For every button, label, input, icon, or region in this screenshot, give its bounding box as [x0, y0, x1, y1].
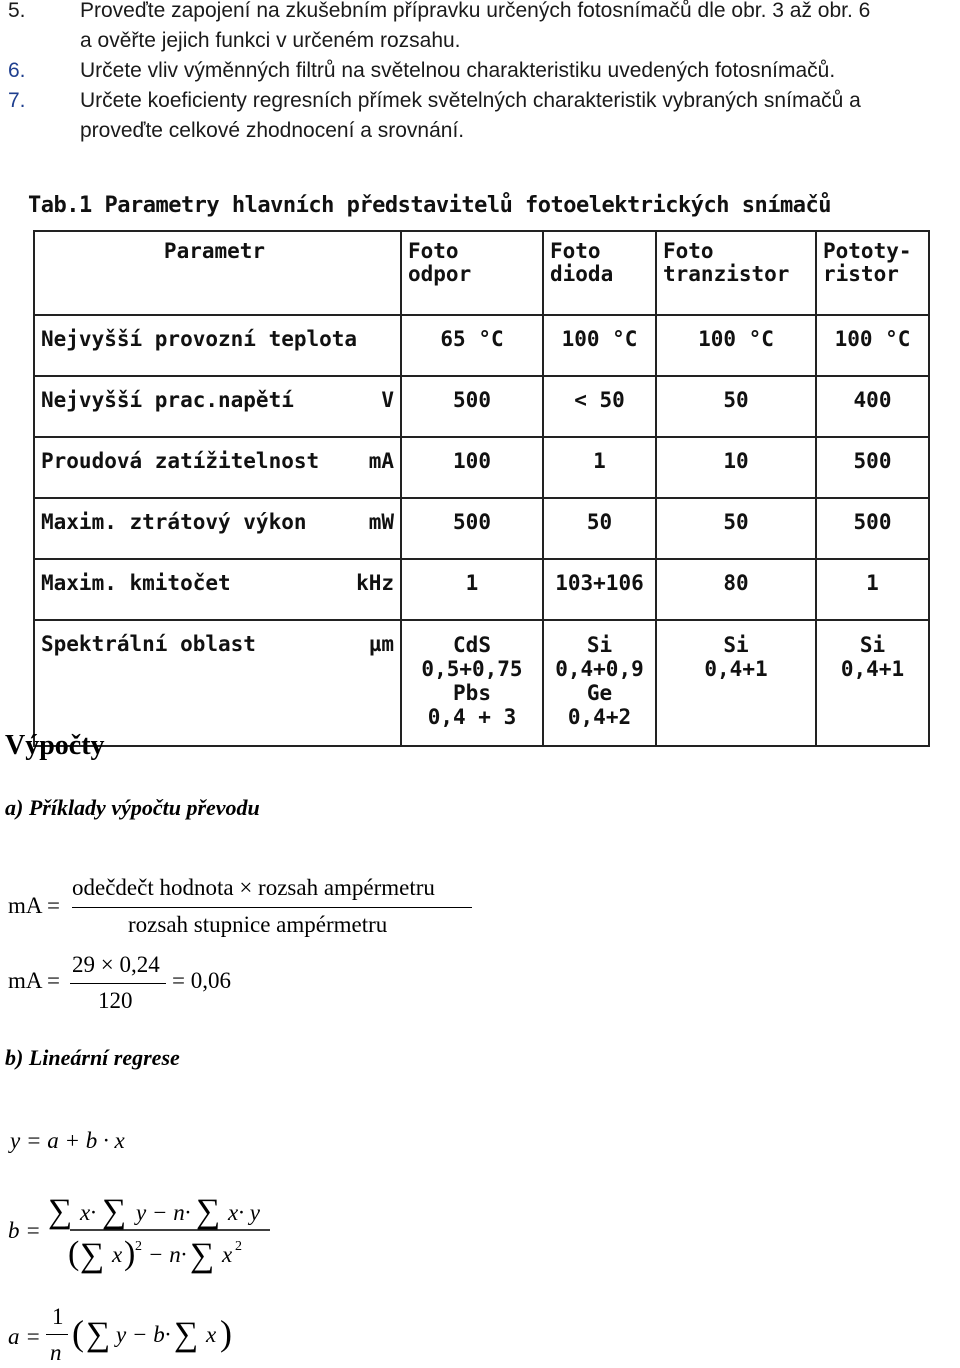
paren-left: (	[68, 1235, 80, 1272]
table-cell: Si 0,4+1	[656, 620, 816, 746]
formula-lhs: a =	[8, 1324, 41, 1349]
sum-symbol: ∑	[174, 1316, 199, 1353]
param-name: Maxim. ztrátový výkon mW	[34, 498, 401, 559]
table-cell: 103+106	[543, 559, 656, 620]
formula-lhs: b =	[8, 1218, 41, 1243]
table-cell: 65 °C	[401, 315, 543, 376]
math-var: − n·	[148, 1242, 187, 1267]
table-cell: 1	[816, 559, 929, 620]
table-cell: 100	[401, 437, 543, 498]
slope-fraction	[40, 1190, 280, 1280]
math-var: y − n·	[136, 1200, 191, 1225]
sum-symbol: ∑	[86, 1316, 111, 1353]
parameters-table	[33, 230, 930, 747]
formula-numerator: 1	[52, 1304, 64, 1329]
table-cell: 500	[816, 498, 929, 559]
math-var: x·	[80, 1200, 96, 1225]
table-cell: 50	[656, 376, 816, 437]
header-fototranzistor: Foto tranzistor	[656, 231, 816, 315]
math-var: y − b·	[116, 1322, 171, 1347]
list-text-line: Určete koeficienty regresních přímek světelných charakteristik vybraných snímačů a	[80, 89, 861, 112]
formula-numerator: odečdečt hodnota × rozsah ampérmetru	[72, 875, 435, 900]
formula-numerator: 29 × 0,24	[72, 952, 160, 977]
table-cell: 10	[656, 437, 816, 498]
table-cell: < 50	[543, 376, 656, 437]
table-cell: 1	[401, 559, 543, 620]
list-text-line: proveďte celkové zhodnocení a srovnání.	[80, 119, 465, 142]
table-cell: 100 °C	[816, 315, 929, 376]
formula-result: = 0,06	[172, 968, 231, 993]
list-number: 6.	[8, 59, 26, 82]
table-cell: 500	[401, 376, 543, 437]
table-cell: 500	[401, 498, 543, 559]
table-caption: Tab.1 Parametry hlavních představitelů fotoelektrických snímačů	[28, 193, 831, 218]
fraction-bar	[72, 907, 472, 908]
math-var: x· y	[228, 1200, 260, 1225]
table-row	[34, 376, 929, 437]
param-name: Nejvyšší prac.napětí V	[34, 376, 401, 437]
fraction-bar	[70, 983, 166, 984]
header-parametr: Parametr	[34, 231, 401, 315]
section-heading: Výpočty	[5, 730, 105, 761]
math-var: x	[112, 1242, 123, 1267]
list-text-line: Určete vliv výměnných filtrů na světelnou charakteristiku uvedených fotosnímačů.	[80, 59, 836, 82]
paren-right: )	[124, 1235, 136, 1272]
sum-symbol: ∑	[80, 1237, 105, 1274]
table-cell: 500	[816, 437, 929, 498]
formula-denominator: rozsah stupnice ampérmetru	[128, 912, 388, 937]
list-text-line: a ověřte jejich funkci v určeném rozsahu.	[80, 29, 461, 52]
exponent: 2	[135, 1239, 142, 1254]
exponent: 2	[235, 1239, 242, 1254]
subheading-a: a) Příklady výpočtu převodu	[5, 795, 260, 820]
table-cell: 50	[543, 498, 656, 559]
table-cell: 1	[543, 437, 656, 498]
table-row	[34, 620, 929, 746]
formula-denominator: 120	[98, 988, 133, 1013]
paren-left: (	[72, 1313, 84, 1353]
fraction-bar	[46, 1334, 68, 1335]
table-cell: CdS 0,5+0,75 Pbs 0,4 + 3	[401, 620, 543, 746]
list-number: 7.	[8, 89, 26, 112]
intercept-expression	[70, 1305, 240, 1355]
param-name: Nejvyšší provozní teplota	[34, 315, 401, 376]
table-cell: Si 0,4+0,9 Ge 0,4+2	[543, 620, 656, 746]
header-fotodioda: Foto dioda	[543, 231, 656, 315]
table-header-row	[34, 231, 929, 315]
list-number: 5.	[8, 0, 26, 22]
table-cell: 100 °C	[543, 315, 656, 376]
formula-lhs: mA =	[8, 968, 60, 993]
subheading-b: b) Lineární regrese	[5, 1045, 180, 1070]
math-var: x	[206, 1322, 217, 1347]
regression-equation: y = a + b · x	[10, 1128, 125, 1153]
table-row	[34, 437, 929, 498]
paren-right: )	[220, 1313, 232, 1353]
param-name: Spektrální oblast µm	[34, 620, 401, 746]
table-cell: 50	[656, 498, 816, 559]
table-row	[34, 559, 929, 620]
sum-symbol: ∑	[196, 1193, 221, 1230]
header-fotoodpor: Foto odpor	[401, 231, 543, 315]
list-text-line: Proveďte zapojení na zkušebním přípravku určených fotosnímačů dle obr. 3 až obr. 6	[80, 0, 871, 22]
sum-symbol: ∑	[190, 1237, 215, 1274]
sum-symbol: ∑	[102, 1193, 127, 1230]
table-cell: 100 °C	[656, 315, 816, 376]
header-fototyristor: Pototy- ristor	[816, 231, 929, 315]
table-cell: 80	[656, 559, 816, 620]
math-var: x	[222, 1242, 233, 1267]
sum-symbol: ∑	[48, 1193, 73, 1230]
param-name: Proudová zatížitelnost mA	[34, 437, 401, 498]
table-row	[34, 315, 929, 376]
formula-lhs: mA =	[8, 893, 60, 918]
table-cell: 400	[816, 376, 929, 437]
parameters-table-figure	[0, 175, 960, 729]
table-row	[34, 498, 929, 559]
table-cell: Si 0,4+1	[816, 620, 929, 746]
param-name: Maxim. kmitočet kHz	[34, 559, 401, 620]
formula-denominator: n	[50, 1340, 62, 1365]
